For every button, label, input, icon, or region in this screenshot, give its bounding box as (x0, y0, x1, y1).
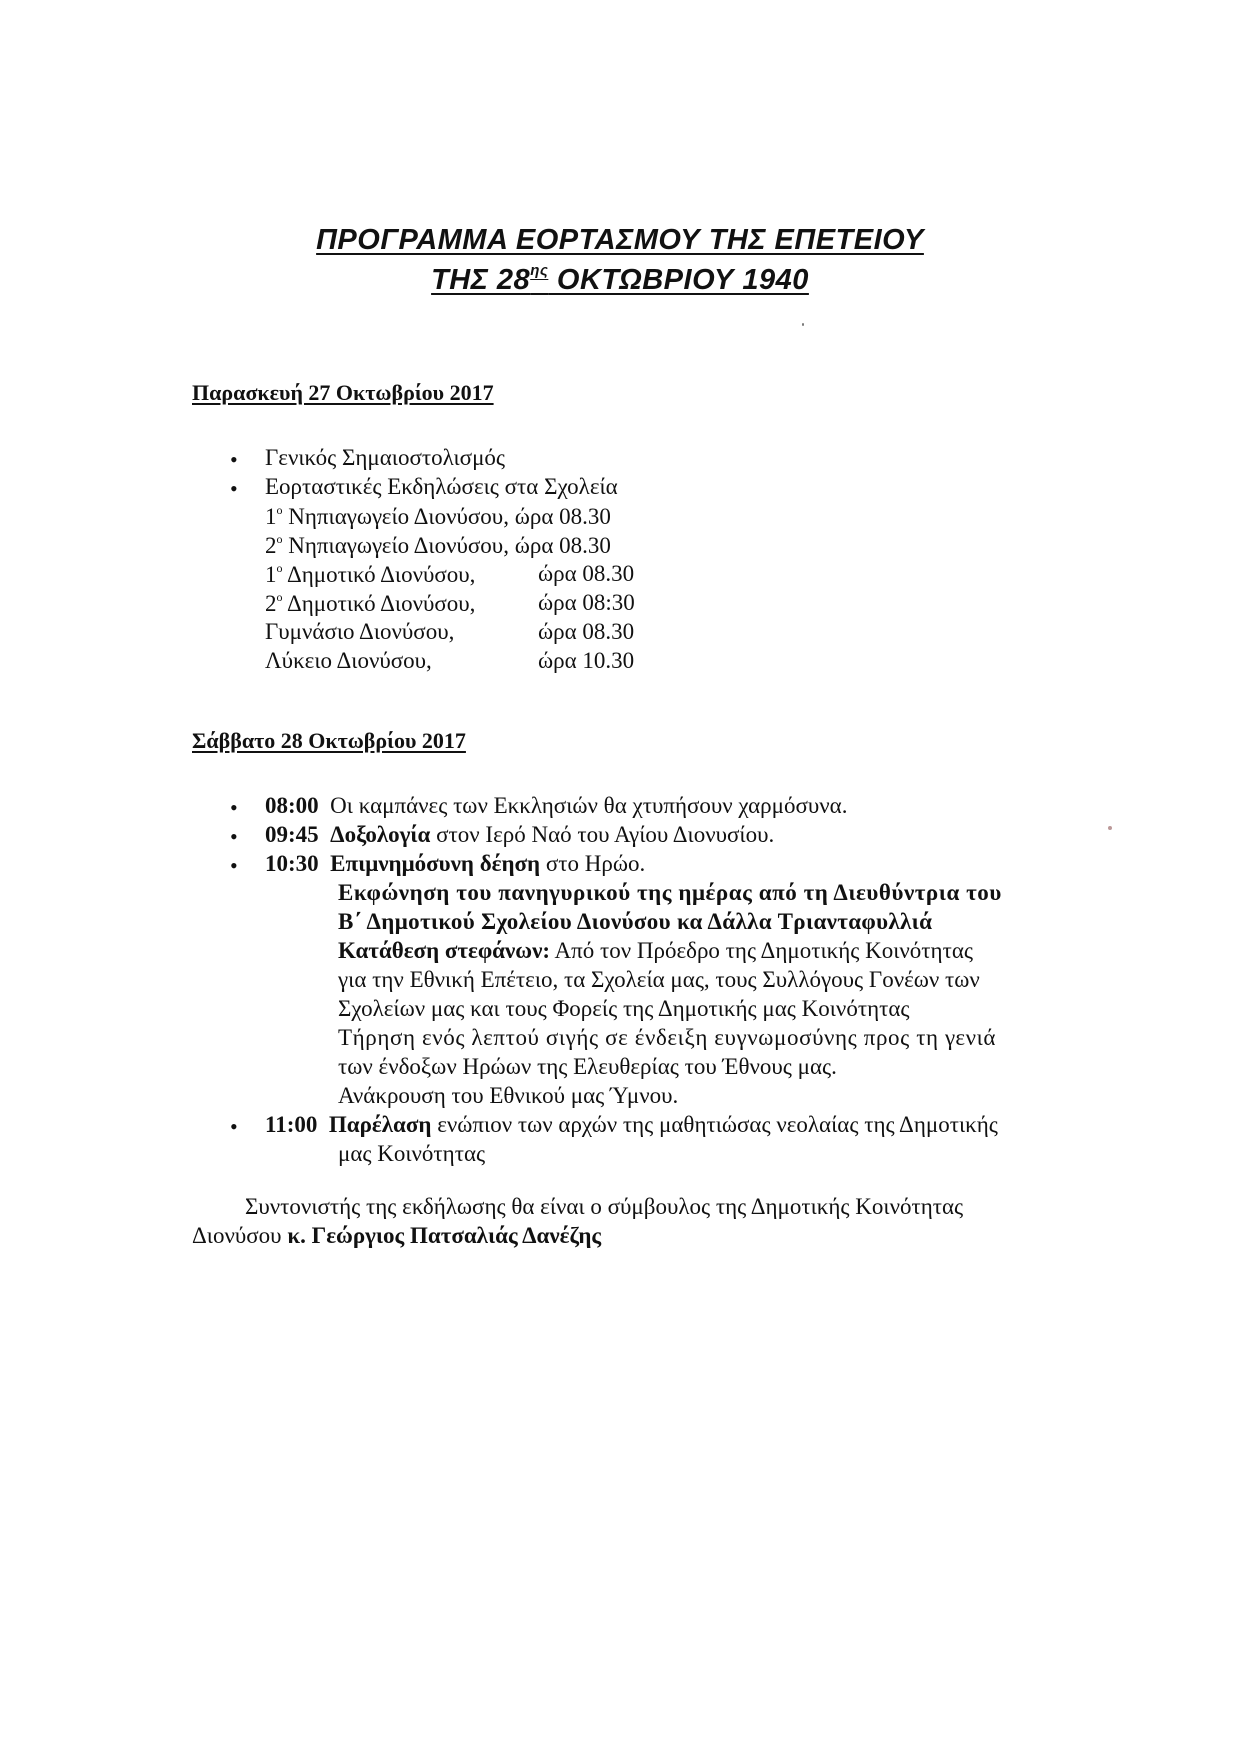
school-row: $1^o$ Νηπιαγωγείο Διονύσου, ώρα 08.30 (265, 503, 611, 529)
day1-item-flags: Γενικός Σημαιοστολισμός (265, 445, 506, 470)
wreath-line-2: για την Εθνική Επέτειο, τα Σχολεία μας, τους Συλλόγους Γονέων των (338, 967, 980, 992)
bullet-icon: • (230, 1114, 238, 1139)
bullet-icon: • (230, 853, 238, 878)
school-row: $2^o$ Δημοτικό Διονύσου, (265, 590, 476, 616)
parade-line-2: μας Κοινότητας (338, 1141, 486, 1166)
anthem-line: Ανάκρουση του Εθνικού μας Ύμνου. (338, 1083, 679, 1108)
scan-speck (1108, 826, 1112, 830)
day1-item-schools: Εορταστικές Εκδηλώσεις στα Σχολεία (265, 474, 618, 499)
document-title-line1: ΠΡΟΓΡΑΜΜΑ ΕΟΡΤΑΣΜΟΥ ΤΗΣ ΕΠΕΤΕΙΟΥ (316, 224, 924, 256)
title-superscript: ης (530, 262, 549, 279)
bullet-icon: • (230, 795, 238, 820)
day2-heading: Σάββατο 28 Οκτωβρίου 2017 (192, 728, 466, 753)
school-time: ώρα 08:30 (538, 590, 635, 615)
silence-line-1: Τήρηση ενός λεπτού σιγής σε ένδειξη ευγνωμοσύνης προς τη γενιά (338, 1025, 997, 1050)
coordinator-line-2: Διονύσου κ. Γεώργιος Πατσαλιάς Δανέζης (192, 1223, 602, 1248)
title-suffix: ΟΚΤΩΒΡΙΟΥ 1940 (548, 264, 809, 296)
school-time: ώρα 08.30 (538, 619, 635, 644)
school-row: $2^o$ Νηπιαγωγείο Διονύσου, ώρα 08.30 (265, 532, 611, 558)
bullet-icon: • (230, 447, 238, 472)
bullet-icon: • (230, 824, 238, 849)
school-row: Λύκειο Διονύσου, (265, 648, 432, 673)
wreath-line-1: Κατάθεση στεφάνων: Από τον Πρόεδρο της Δημοτικής Κοινότητας (338, 938, 973, 963)
bullet-icon: • (230, 476, 238, 501)
day1-heading: Παρασκευή 27 Οκτωβρίου 2017 (192, 380, 494, 405)
speech-line-1: Εκφώνηση του πανηγυρικού της ημέρας από τη Διευθύντρια του (338, 880, 1002, 905)
silence-line-2: των ένδοξων Ηρώων της Ελευθερίας του Έθνους μας. (338, 1054, 837, 1079)
day2-item-memorial: 10:30 Επιμνημόσυνη δέηση στο Ηρώο. (265, 851, 646, 876)
title-prefix: ΤΗΣ 28 (431, 264, 531, 296)
document-title-line2 (0, 262, 1240, 297)
day2-item-doxology: 09:45 Δοξολογία στον Ιερό Ναό του Αγίου Διονυσίου. (265, 822, 775, 847)
coordinator-line-1: Συντονιστής της εκδήλωσης θα είναι ο σύμβουλος της Δημοτικής Κοινότητας (245, 1194, 964, 1219)
scan-speck (802, 323, 804, 326)
school-time: ώρα 10.30 (538, 648, 635, 673)
day2-item-bells: 08:00 Οι καμπάνες των Εκκλησιών θα χτυπήσουν χαρμόσυνα. (265, 793, 848, 818)
wreath-line-3: Σχολείων μας και τους Φορείς της Δημοτικής μας Κοινότητας (338, 996, 910, 1021)
day2-item-parade: 11:00 Παρέλαση ενώπιον των αρχών της μαθητιώσας νεολαίας της Δημοτικής (265, 1112, 998, 1137)
school-row: Γυμνάσιο Διονύσου, (265, 619, 455, 644)
speech-line-2: Β΄ Δημοτικού Σχολείου Διονύσου κα Δάλλα Τριανταφυλλιά (338, 909, 933, 934)
school-row: $1^o$ Δημοτικό Διονύσου, (265, 561, 476, 587)
school-time: ώρα 08.30 (538, 561, 635, 586)
